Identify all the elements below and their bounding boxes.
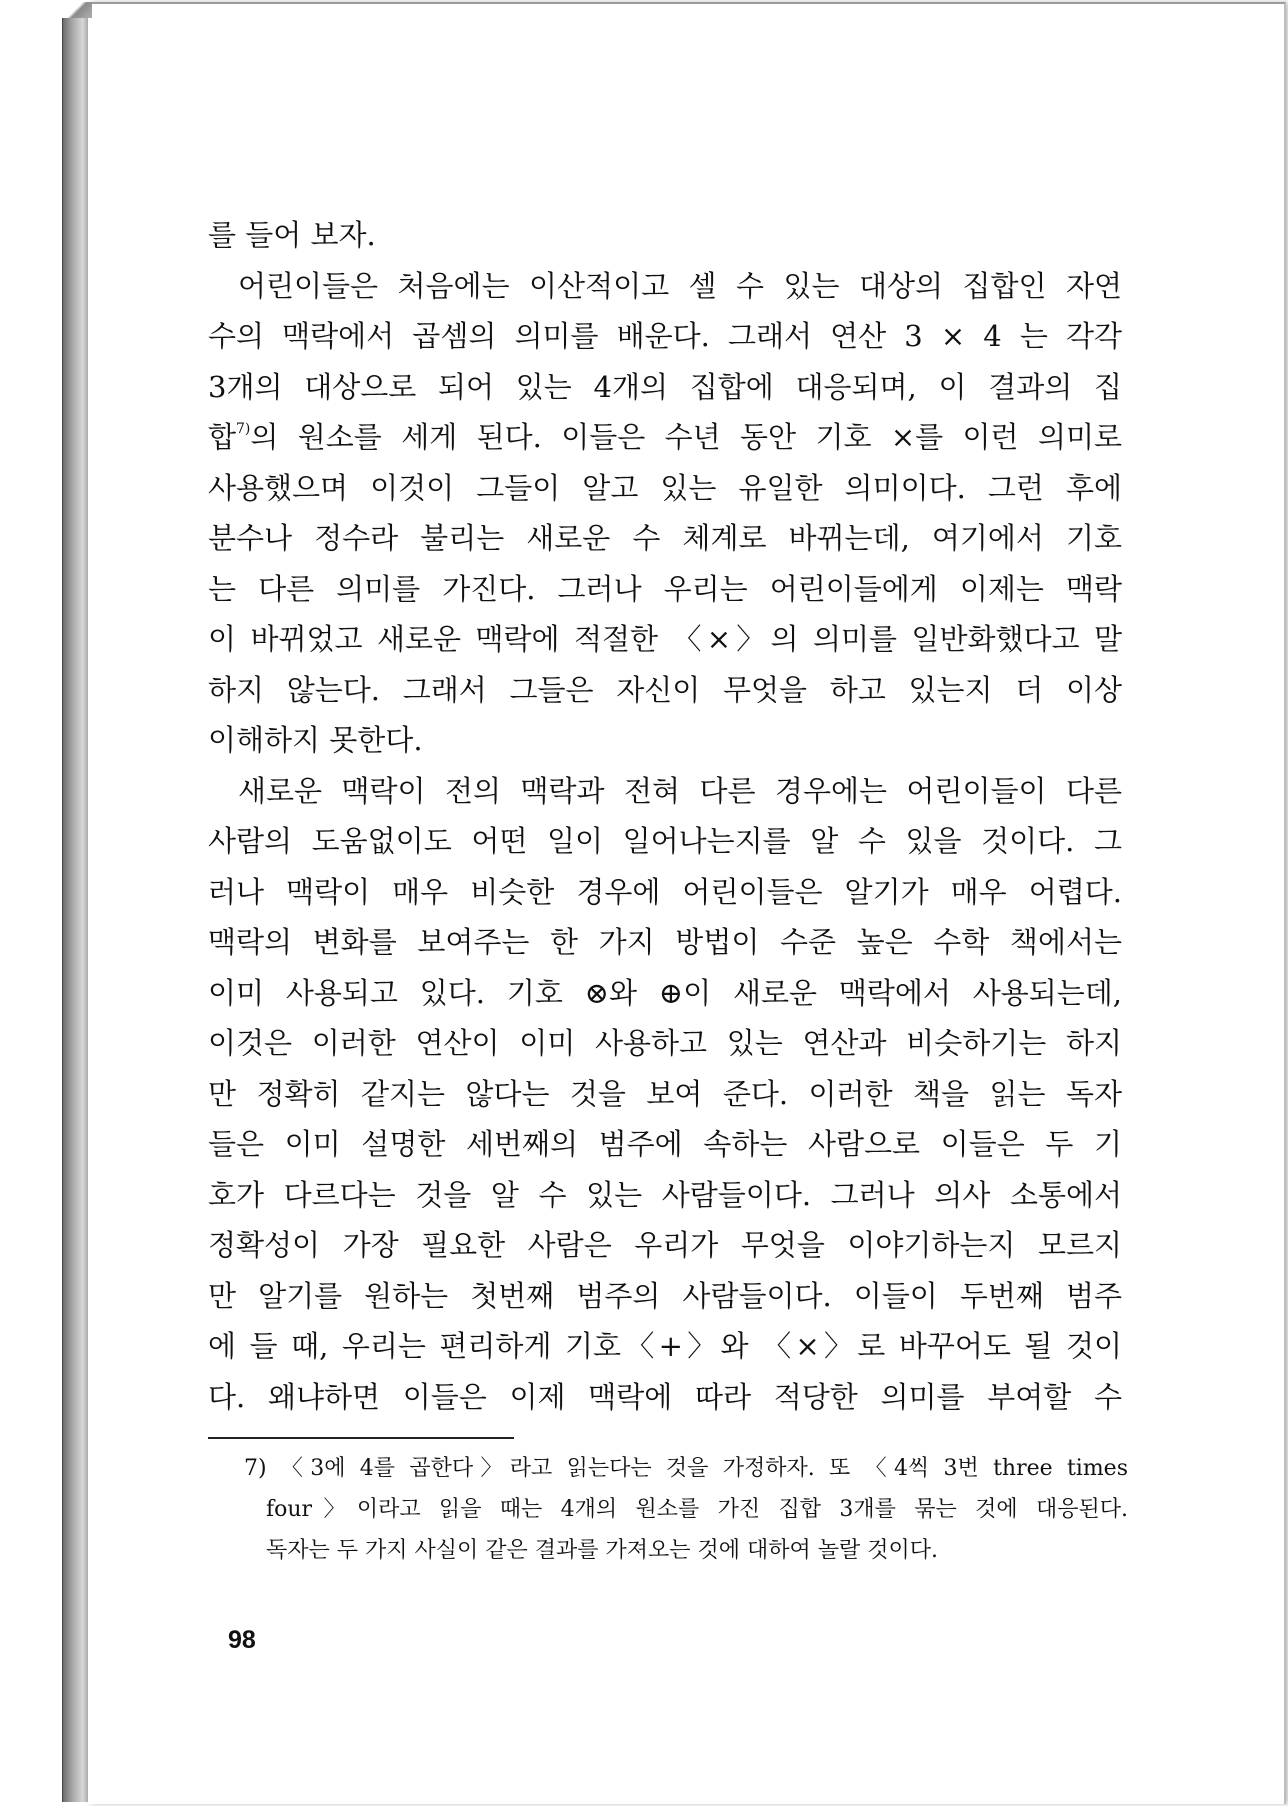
text-line: 사람의 도움없이도 어떤 일이 일어나는지를 알 수 있을 것이다. 그 — [208, 824, 1122, 858]
text-line: 새로운 맥락이 전의 맥락과 전혀 다른 경우에는 어린이들이 다른 — [238, 773, 1122, 808]
footnote-line — [244, 1448, 1128, 1489]
book-spine-edge — [62, 4, 91, 1802]
text-line: 를 들어 보자. — [208, 218, 376, 252]
text-line: 정확성이 가장 필요한 사람은 우리가 무엇을 이야기하는지 모르지 — [208, 1228, 1122, 1262]
footnote-line: four〉이라고 읽을 때는 4개의 원소를 가진 집합 3개를 묶는 것에 대응된다. — [266, 1497, 1128, 1522]
text-line: 맥락의 변화를 보여주는 한 가지 방법이 수준 높은 수학 책에서는 — [208, 925, 1122, 959]
footnote-number: 7) — [244, 1456, 267, 1481]
text-line: 사용했으며 이것이 그들이 알고 있는 유일한 의미이다. 그런 후에 — [208, 470, 1122, 505]
text-line: 분수나 정수라 불리는 새로운 수 체계로 바뀌는데, 여기에서 기호 — [208, 521, 1122, 555]
body-text — [208, 210, 1122, 1422]
footnote — [244, 1448, 1128, 1571]
page-number: 98 — [228, 1626, 256, 1654]
footnote-text: 〈3에 4를 곱한다〉라고 읽는다는 것을 가정하자. 또 〈4씩 3번 three times — [280, 1456, 1128, 1481]
text-line: 이미 사용되고 있다. 기호 ⊗와 ⊕이 새로운 맥락에서 사용되는데, — [208, 975, 1122, 1010]
text-line: 어린이들은 처음에는 이산적이고 셀 수 있는 대상의 집합인 자연 — [238, 268, 1122, 303]
text-line: 3개의 대상으로 되어 있는 4개의 집합에 대응되며, 이 결과의 집 — [208, 369, 1122, 404]
text-line: 다. 왜냐하면 이들은 이제 맥락에 따라 적당한 의미를 부여할 수 — [208, 1379, 1122, 1414]
footnote-line: 독자는 두 가지 사실이 같은 결과를 가져오는 것에 대하여 놀랄 것이다. — [266, 1538, 938, 1563]
text-line: 는 다른 의미를 가진다. 그러나 우리는 어린이들에게 이제는 맥락 — [208, 571, 1122, 606]
text-line: 하지 않는다. 그래서 그들은 자신이 무엇을 하고 있는지 더 이상 — [208, 672, 1122, 707]
text-line: 러나 맥락이 매우 비슷한 경우에 어린이들은 알기가 매우 어렵다. — [208, 874, 1122, 909]
text-line-with-footnote — [208, 412, 1122, 463]
text-line: 이해하지 못한다. — [208, 723, 423, 757]
text-line: 만 정확히 같지는 않다는 것을 보여 준다. 이러한 책을 읽는 독자 — [208, 1076, 1122, 1111]
text-fragment: 합 — [208, 420, 237, 454]
text-line: 수의 맥락에서 곱셈의 의미를 배운다. 그래서 연산 3 × 4 는 각각 — [208, 319, 1122, 353]
text-line: 호가 다르다는 것을 알 수 있는 사람들이다. 그러나 의사 소통에서 — [208, 1177, 1122, 1212]
text-line: 들은 이미 설명한 세번째의 범주에 속하는 사람으로 이들은 두 기 — [208, 1127, 1122, 1161]
text-line: 이 바뀌었고 새로운 맥락에 적절한 〈×〉의 의미를 일반화했다고 말 — [208, 622, 1122, 656]
page-corner-fold — [62, 2, 92, 18]
text-fragment: 의 원소를 세게 된다. 이들은 수년 동안 기호 ×를 이런 의미로 — [250, 420, 1122, 454]
text-line: 이것은 이러한 연산이 이미 사용하고 있는 연산과 비슷하기는 하지 — [208, 1026, 1122, 1060]
text-line: 에 들 때, 우리는 편리하게 기호〈+〉와 〈×〉로 바꾸어도 될 것이 — [208, 1329, 1122, 1363]
text-line: 만 알기를 원하는 첫번째 범주의 사람들이다. 이들이 두번째 범주 — [208, 1278, 1122, 1313]
footnote-divider — [208, 1437, 514, 1439]
footnote-reference: 7) — [236, 421, 251, 437]
